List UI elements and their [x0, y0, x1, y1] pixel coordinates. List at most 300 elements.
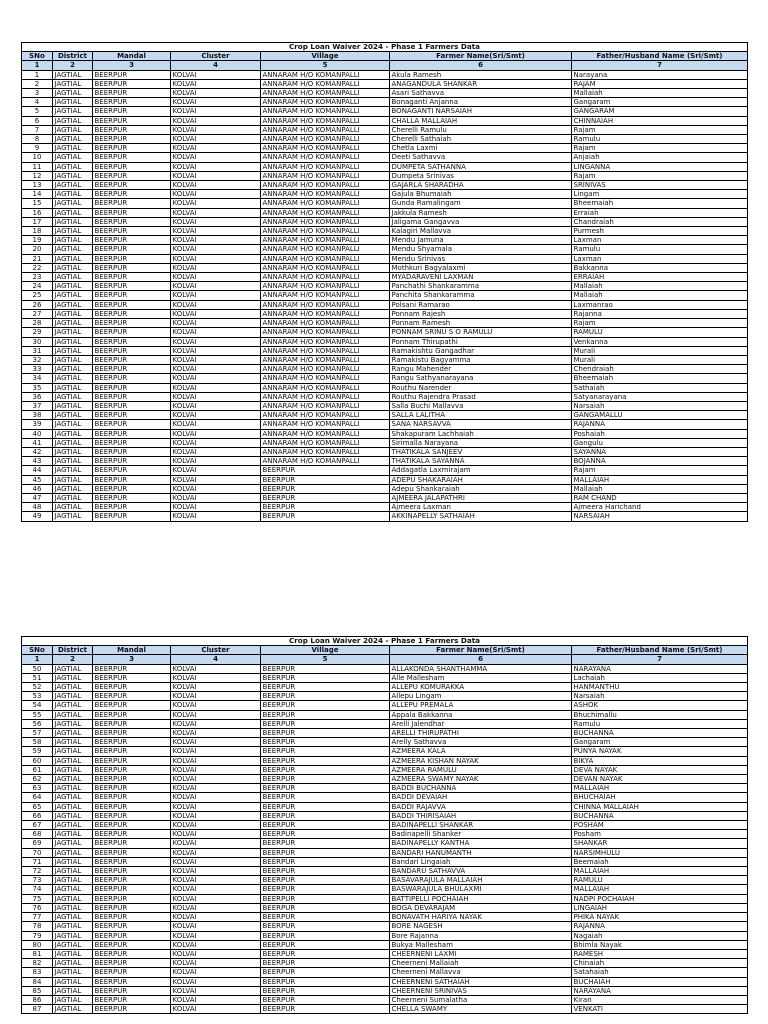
cell-village: BEERPUR [261, 922, 390, 931]
cell-cluster: KOLVAI [171, 365, 261, 374]
cell-cluster: KOLVAI [171, 171, 261, 180]
cell-sno: 3 [22, 89, 53, 98]
cell-district: JAGTIAL [53, 867, 93, 876]
table-row [22, 245, 748, 254]
cell-village: BEERPUR [261, 894, 390, 903]
cell-cluster: KOLVAI [171, 466, 261, 475]
cell-district: JAGTIAL [53, 466, 93, 475]
cell-village: ANNARAM H/O KOMANPALLI [261, 374, 390, 383]
table-row [22, 475, 748, 484]
cell-father-husband-name: CHINNAIAH [572, 116, 748, 125]
cell-village: ANNARAM H/O KOMANPALLI [261, 171, 390, 180]
cell-father-husband-name: Rajam [572, 125, 748, 134]
cell-mandal: BEERPUR [93, 135, 171, 144]
cell-sno: 24 [22, 282, 53, 291]
cell-mandal: BEERPUR [93, 821, 171, 830]
cell-farmer-name: Appala Bakkanna [390, 710, 572, 719]
table-row [22, 857, 748, 866]
cell-village: ANNARAM H/O KOMANPALLI [261, 263, 390, 272]
cell-cluster: KOLVAI [171, 931, 261, 940]
cell-mandal: BEERPUR [93, 337, 171, 346]
cell-district: JAGTIAL [53, 263, 93, 272]
table-row [22, 236, 748, 245]
cell-father-husband-name: Murali [572, 346, 748, 355]
cell-mandal: BEERPUR [93, 328, 171, 337]
column-number-mandal: 3 [93, 61, 171, 70]
column-header-village: Village [261, 52, 390, 61]
column-header-village: Village [261, 646, 390, 655]
table-row [22, 484, 748, 493]
cell-sno: 64 [22, 793, 53, 802]
table-row [22, 273, 748, 282]
cell-farmer-name: Ponnam Ramesh [390, 319, 572, 328]
table-row [22, 876, 748, 885]
cell-village: BEERPUR [261, 830, 390, 839]
cell-farmer-name: Sirimalla Narayana [390, 438, 572, 447]
cell-farmer-name: Arelli Jalendhar [390, 719, 572, 728]
cell-district: JAGTIAL [53, 977, 93, 986]
cell-cluster: KOLVAI [171, 848, 261, 857]
cell-mandal: BEERPUR [93, 89, 171, 98]
cell-cluster: KOLVAI [171, 181, 261, 190]
cell-district: JAGTIAL [53, 729, 93, 738]
cell-district: JAGTIAL [53, 940, 93, 949]
cell-village: ANNARAM H/O KOMANPALLI [261, 337, 390, 346]
cell-sno: 54 [22, 701, 53, 710]
cell-cluster: KOLVAI [171, 328, 261, 337]
cell-farmer-name: AZMEERA SWAMY NAYAK [390, 775, 572, 784]
cell-farmer-name: AZMEERA KISHAN NAYAK [390, 756, 572, 765]
cell-district: JAGTIAL [53, 181, 93, 190]
cell-district: JAGTIAL [53, 738, 93, 747]
cell-village: ANNARAM H/O KOMANPALLI [261, 70, 390, 79]
cell-sno: 41 [22, 438, 53, 447]
cell-district: JAGTIAL [53, 802, 93, 811]
table-row [22, 977, 748, 986]
cell-sno: 62 [22, 775, 53, 784]
cell-mandal: BEERPUR [93, 811, 171, 820]
cell-cluster: KOLVAI [171, 291, 261, 300]
cell-father-husband-name: MALLAIAH [572, 867, 748, 876]
cell-father-husband-name: Gangulu [572, 438, 748, 447]
cell-farmer-name: BATTIPELLI POCHAIAH [390, 894, 572, 903]
cell-sno: 11 [22, 162, 53, 171]
table-title: Crop Loan Waiver 2024 - Phase 1 Farmers Data [22, 43, 748, 52]
cell-father-husband-name: NARSAIAH [572, 512, 748, 521]
cell-district: JAGTIAL [53, 692, 93, 701]
table-row [22, 848, 748, 857]
cell-farmer-name: CHALLA MALLAIAH [390, 116, 572, 125]
cell-father-husband-name: Rajanna [572, 309, 748, 318]
table-row [22, 673, 748, 682]
cell-cluster: KOLVAI [171, 144, 261, 153]
cell-father-husband-name: Ramulu [572, 719, 748, 728]
cell-farmer-name: BOGA DEVARAJAM [390, 903, 572, 912]
cell-sno: 33 [22, 365, 53, 374]
cell-sno: 32 [22, 355, 53, 364]
cell-farmer-name: Mendu Jamuna [390, 236, 572, 245]
column-number-father-husband-name: 7 [572, 655, 748, 664]
cell-district: JAGTIAL [53, 236, 93, 245]
column-number-district: 2 [53, 655, 93, 664]
table-row [22, 765, 748, 774]
cell-mandal: BEERPUR [93, 383, 171, 392]
cell-father-husband-name: Rajam [572, 171, 748, 180]
cell-district: JAGTIAL [53, 208, 93, 217]
table-row [22, 263, 748, 272]
cell-mandal: BEERPUR [93, 931, 171, 940]
cell-farmer-name: Chetla Laxmi [390, 144, 572, 153]
cell-village: BEERPUR [261, 729, 390, 738]
cell-cluster: KOLVAI [171, 493, 261, 502]
cell-district: JAGTIAL [53, 319, 93, 328]
cell-sno: 21 [22, 254, 53, 263]
cell-sno: 61 [22, 765, 53, 774]
cell-village: BEERPUR [261, 475, 390, 484]
cell-mandal: BEERPUR [93, 977, 171, 986]
cell-sno: 28 [22, 319, 53, 328]
cell-father-husband-name: Narsaiah [572, 692, 748, 701]
cell-father-husband-name: Ajmeera Harichand [572, 503, 748, 512]
column-header-mandal: Mandal [93, 646, 171, 655]
cell-mandal: BEERPUR [93, 181, 171, 190]
cell-district: JAGTIAL [53, 254, 93, 263]
cell-village: BEERPUR [261, 885, 390, 894]
cell-farmer-name: Cherelli Ramulu [390, 125, 572, 134]
table-row [22, 171, 748, 180]
table-row [22, 309, 748, 318]
cell-district: JAGTIAL [53, 420, 93, 429]
table-row [22, 153, 748, 162]
cell-cluster: KOLVAI [171, 282, 261, 291]
cell-farmer-name: Adepu Shankaraiah [390, 484, 572, 493]
cell-village: BEERPUR [261, 986, 390, 995]
table-row [22, 913, 748, 922]
table-row [22, 328, 748, 337]
cell-sno: 47 [22, 493, 53, 502]
cell-village: ANNARAM H/O KOMANPALLI [261, 411, 390, 420]
cell-village: BEERPUR [261, 848, 390, 857]
cell-cluster: KOLVAI [171, 190, 261, 199]
cell-father-husband-name: GANGARAM [572, 107, 748, 116]
table-row [22, 821, 748, 830]
cell-mandal: BEERPUR [93, 784, 171, 793]
cell-father-husband-name: Posham [572, 830, 748, 839]
cell-sno: 49 [22, 512, 53, 521]
cell-sno: 6 [22, 116, 53, 125]
table-row [22, 664, 748, 673]
cell-father-husband-name: Chinaiah [572, 959, 748, 968]
cell-father-husband-name: Murali [572, 355, 748, 364]
cell-farmer-name: Asari Sathavva [390, 89, 572, 98]
cell-mandal: BEERPUR [93, 107, 171, 116]
cell-sno: 81 [22, 949, 53, 958]
cell-farmer-name: Badinapelli Shanker [390, 830, 572, 839]
cell-sno: 46 [22, 484, 53, 493]
cell-district: JAGTIAL [53, 968, 93, 977]
cell-village: ANNARAM H/O KOMANPALLI [261, 282, 390, 291]
cell-farmer-name: DUMPETA SATHANNA [390, 162, 572, 171]
cell-mandal: BEERPUR [93, 309, 171, 318]
cell-farmer-name: BADINAPELLY KANTHA [390, 839, 572, 848]
cell-farmer-name: Arelly Sathavva [390, 738, 572, 747]
cell-sno: 79 [22, 931, 53, 940]
table-block-2 [21, 636, 747, 1014]
cell-district: JAGTIAL [53, 79, 93, 88]
cell-farmer-name: Cheerneni Mallavva [390, 968, 572, 977]
cell-sno: 87 [22, 1005, 53, 1014]
cell-cluster: KOLVAI [171, 949, 261, 958]
cell-mandal: BEERPUR [93, 802, 171, 811]
cell-farmer-name: Bonaganti Anjanna [390, 98, 572, 107]
cell-father-husband-name: RAJANNA [572, 922, 748, 931]
cell-district: JAGTIAL [53, 429, 93, 438]
cell-district: JAGTIAL [53, 355, 93, 364]
table-row [22, 959, 748, 968]
cell-father-husband-name: Chandraiah [572, 217, 748, 226]
cell-village: BEERPUR [261, 673, 390, 682]
cell-cluster: KOLVAI [171, 503, 261, 512]
cell-cluster: KOLVAI [171, 116, 261, 125]
cell-mandal: BEERPUR [93, 793, 171, 802]
cell-farmer-name: Cherelli Sathaiah [390, 135, 572, 144]
cell-village: ANNARAM H/O KOMANPALLI [261, 89, 390, 98]
cell-farmer-name: Routhu Narender [390, 383, 572, 392]
cell-district: JAGTIAL [53, 765, 93, 774]
cell-village: BEERPUR [261, 968, 390, 977]
cell-mandal: BEERPUR [93, 171, 171, 180]
cell-father-husband-name: Sathaiah [572, 383, 748, 392]
cell-district: JAGTIAL [53, 70, 93, 79]
cell-village: ANNARAM H/O KOMANPALLI [261, 447, 390, 456]
cell-district: JAGTIAL [53, 931, 93, 940]
cell-father-husband-name: Lachaiah [572, 673, 748, 682]
cell-district: JAGTIAL [53, 401, 93, 410]
cell-district: JAGTIAL [53, 162, 93, 171]
cell-district: JAGTIAL [53, 493, 93, 502]
column-number-sno: 1 [22, 61, 53, 70]
cell-mandal: BEERPUR [93, 355, 171, 364]
cell-sno: 82 [22, 959, 53, 968]
cell-cluster: KOLVAI [171, 273, 261, 282]
data-table [21, 42, 748, 522]
cell-sno: 9 [22, 144, 53, 153]
cell-district: JAGTIAL [53, 144, 93, 153]
table-row [22, 839, 748, 848]
cell-cluster: KOLVAI [171, 162, 261, 171]
cell-father-husband-name: BIKYA [572, 756, 748, 765]
cell-father-husband-name: RAJANNA [572, 420, 748, 429]
cell-farmer-name: Shakapuram Lachhaiah [390, 429, 572, 438]
cell-district: JAGTIAL [53, 328, 93, 337]
cell-farmer-name: ALLEPU KOMURAKKA [390, 683, 572, 692]
column-number-father-husband-name: 7 [572, 61, 748, 70]
cell-farmer-name: BADDI RAJAVVA [390, 802, 572, 811]
cell-village: BEERPUR [261, 876, 390, 885]
cell-district: JAGTIAL [53, 793, 93, 802]
cell-farmer-name: CHEERNENI LAXMI [390, 949, 572, 958]
cell-sno: 38 [22, 411, 53, 420]
cell-cluster: KOLVAI [171, 457, 261, 466]
cell-village: BEERPUR [261, 503, 390, 512]
cell-farmer-name: PONNAM SRINU S O RAMULU [390, 328, 572, 337]
table-row [22, 729, 748, 738]
cell-mandal: BEERPUR [93, 466, 171, 475]
cell-mandal: BEERPUR [93, 756, 171, 765]
cell-cluster: KOLVAI [171, 701, 261, 710]
cell-father-husband-name: PHIKA NAYAK [572, 913, 748, 922]
cell-mandal: BEERPUR [93, 673, 171, 682]
cell-mandal: BEERPUR [93, 153, 171, 162]
cell-mandal: BEERPUR [93, 70, 171, 79]
cell-cluster: KOLVAI [171, 227, 261, 236]
cell-father-husband-name: BHUCHAIAH [572, 793, 748, 802]
cell-cluster: KOLVAI [171, 254, 261, 263]
cell-district: JAGTIAL [53, 719, 93, 728]
table-row [22, 227, 748, 236]
table-row [22, 438, 748, 447]
cell-farmer-name: SANA NARSAVVA [390, 420, 572, 429]
cell-father-husband-name: PUNYA NAYAK [572, 747, 748, 756]
table-row [22, 447, 748, 456]
cell-district: JAGTIAL [53, 392, 93, 401]
cell-father-husband-name: Poshaiah [572, 429, 748, 438]
cell-cluster: KOLVAI [171, 208, 261, 217]
cell-father-husband-name: Satahaiah [572, 968, 748, 977]
cell-sno: 1 [22, 70, 53, 79]
cell-farmer-name: BADDI THIRISAIAH [390, 811, 572, 820]
cell-village: BEERPUR [261, 512, 390, 521]
cell-father-husband-name: SHANKAR [572, 839, 748, 848]
cell-district: JAGTIAL [53, 282, 93, 291]
cell-district: JAGTIAL [53, 664, 93, 673]
cell-district: JAGTIAL [53, 775, 93, 784]
cell-father-husband-name: GANGAMALLU [572, 411, 748, 420]
cell-farmer-name: THATIKALA SAYANNA [390, 457, 572, 466]
cell-mandal: BEERPUR [93, 98, 171, 107]
cell-sno: 67 [22, 821, 53, 830]
cell-farmer-name: Panchita Shankaramma [390, 291, 572, 300]
cell-village: ANNARAM H/O KOMANPALLI [261, 190, 390, 199]
cell-farmer-name: Gunda Ramalingam [390, 199, 572, 208]
table-row [22, 503, 748, 512]
cell-father-husband-name: Rajam [572, 466, 748, 475]
cell-cluster: KOLVAI [171, 683, 261, 692]
cell-mandal: BEERPUR [93, 867, 171, 876]
cell-sno: 80 [22, 940, 53, 949]
cell-sno: 34 [22, 374, 53, 383]
cell-farmer-name: Rangu Mahender [390, 365, 572, 374]
cell-sno: 76 [22, 903, 53, 912]
cell-cluster: KOLVAI [171, 401, 261, 410]
cell-cluster: KOLVAI [171, 346, 261, 355]
cell-village: BEERPUR [261, 775, 390, 784]
table-row [22, 885, 748, 894]
column-number-farmer-name: 6 [390, 655, 572, 664]
cell-district: JAGTIAL [53, 107, 93, 116]
table-row [22, 144, 748, 153]
cell-cluster: KOLVAI [171, 811, 261, 820]
cell-farmer-name: BADINAPELLI SHANKAR [390, 821, 572, 830]
cell-sno: 26 [22, 300, 53, 309]
cell-district: JAGTIAL [53, 447, 93, 456]
column-number-cluster: 4 [171, 61, 261, 70]
cell-mandal: BEERPUR [93, 664, 171, 673]
table-row [22, 162, 748, 171]
cell-village: ANNARAM H/O KOMANPALLI [261, 254, 390, 263]
cell-father-husband-name: DEVA NAYAK [572, 765, 748, 774]
cell-mandal: BEERPUR [93, 438, 171, 447]
column-header-district: District [53, 52, 93, 61]
table-row [22, 968, 748, 977]
cell-father-husband-name: ERRAIAH [572, 273, 748, 282]
cell-father-husband-name: ASHOK [572, 701, 748, 710]
column-header-farmer-name: Farmer Name(Sri/Smt) [390, 646, 572, 655]
cell-village: ANNARAM H/O KOMANPALLI [261, 457, 390, 466]
column-number-district: 2 [53, 61, 93, 70]
cell-district: JAGTIAL [53, 876, 93, 885]
table-row [22, 392, 748, 401]
cell-village: ANNARAM H/O KOMANPALLI [261, 125, 390, 134]
cell-farmer-name: Ponnam Rajesh [390, 309, 572, 318]
cell-cluster: KOLVAI [171, 821, 261, 830]
cell-village: BEERPUR [261, 738, 390, 747]
cell-village: BEERPUR [261, 784, 390, 793]
cell-mandal: BEERPUR [93, 236, 171, 245]
cell-sno: 40 [22, 429, 53, 438]
table-row [22, 903, 748, 912]
cell-sno: 25 [22, 291, 53, 300]
cell-village: ANNARAM H/O KOMANPALLI [261, 227, 390, 236]
table-row [22, 802, 748, 811]
cell-sno: 36 [22, 392, 53, 401]
cell-cluster: KOLVAI [171, 793, 261, 802]
cell-farmer-name: SALLA LALITHA [390, 411, 572, 420]
cell-sno: 71 [22, 857, 53, 866]
column-header-farmer-name: Farmer Name(Sri/Smt) [390, 52, 572, 61]
cell-district: JAGTIAL [53, 374, 93, 383]
cell-sno: 30 [22, 337, 53, 346]
cell-sno: 23 [22, 273, 53, 282]
cell-mandal: BEERPUR [93, 346, 171, 355]
cell-district: JAGTIAL [53, 227, 93, 236]
cell-village: ANNARAM H/O KOMANPALLI [261, 392, 390, 401]
cell-village: BEERPUR [261, 765, 390, 774]
cell-mandal: BEERPUR [93, 701, 171, 710]
cell-mandal: BEERPUR [93, 839, 171, 848]
cell-village: ANNARAM H/O KOMANPALLI [261, 144, 390, 153]
cell-sno: 42 [22, 447, 53, 456]
cell-father-husband-name: Bakkanna [572, 263, 748, 272]
column-header-cluster: Cluster [171, 646, 261, 655]
cell-village: ANNARAM H/O KOMANPALLI [261, 383, 390, 392]
cell-mandal: BEERPUR [93, 245, 171, 254]
cell-mandal: BEERPUR [93, 747, 171, 756]
cell-farmer-name: CHELLA SWAMY [390, 1005, 572, 1014]
cell-mandal: BEERPUR [93, 319, 171, 328]
table-row [22, 291, 748, 300]
cell-father-husband-name: Ramulu [572, 135, 748, 144]
cell-farmer-name: Bukya Mallesham [390, 940, 572, 949]
cell-mandal: BEERPUR [93, 959, 171, 968]
column-number-village: 5 [261, 655, 390, 664]
cell-village: ANNARAM H/O KOMANPALLI [261, 309, 390, 318]
table-row [22, 217, 748, 226]
cell-cluster: KOLVAI [171, 355, 261, 364]
cell-village: BEERPUR [261, 1005, 390, 1014]
table-row [22, 107, 748, 116]
cell-cluster: KOLVAI [171, 977, 261, 986]
